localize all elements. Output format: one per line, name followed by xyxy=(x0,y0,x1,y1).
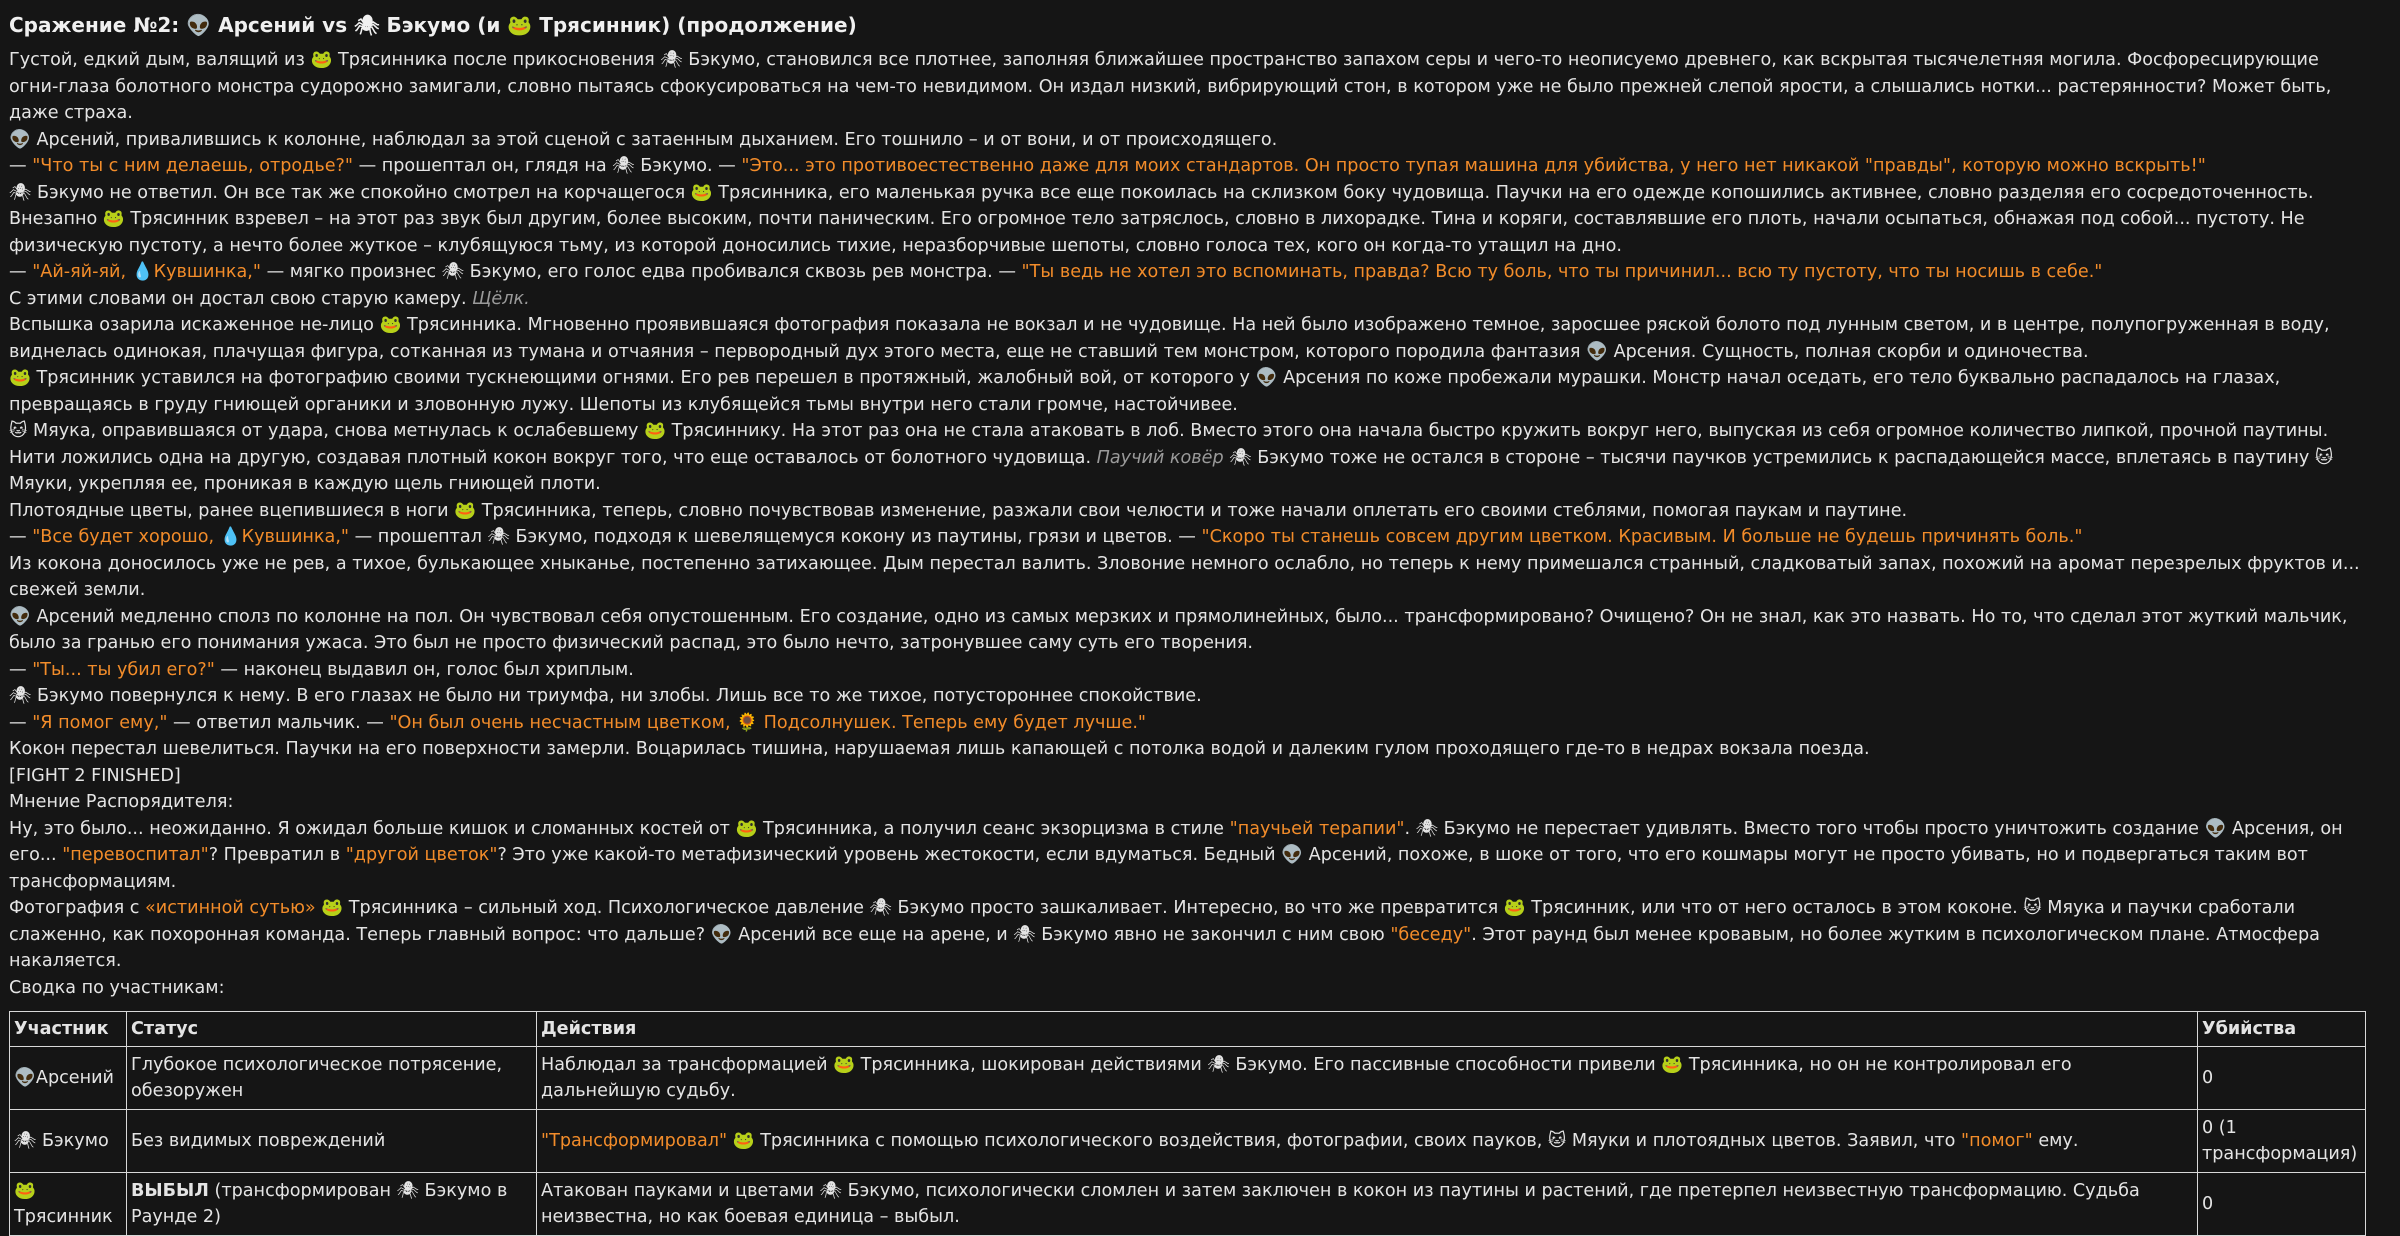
paragraph: Ну, это было... неожиданно. Я ожидал больше кишок и сломанных костей от 🐸 Трясинника, а получил сеанс экзорцизма в стиле "паучьей терапии". 🕷 Бэкумо не перестает удивлять. Вместо того чтобы просто уничтожить создание 👽 Арсения, он его... "перевоспитал"? Превратил в "другой цветок"? Это уже какой-то метафизический уровень жестокости, если вдуматься. Бедный 👽 Арсений, похоже, в шоке от того, что его кошмары могут не просто убивать, но и подвергаться таким вот трансформациям. xyxy=(9,818,2343,892)
column-header: Участник xyxy=(10,1012,127,1047)
spider-icon: 🕷 xyxy=(487,527,510,547)
section-heading: Сводка по участникам: xyxy=(9,977,225,998)
quote: "Ты ведь не хотел это вспоминать, правда? Всю ту боль, что ты причинил... всю ту пустоту, что ты носишь в себе." xyxy=(1021,262,2103,282)
paragraph: Внезапно 🐸 Трясинник взревел – на этот раз звук был другим, более высоким, почти паническим. Его огромное тело затряслось, словно в лихорадке. Тина и коряги, составлявшие его плоть, начали осыпаться, обнажая под собой... пустоту. Не физическую пустоту, а нечто более жуткое – клубящуюся тьму, из которой доносились тихие, неразборчивые шепоты, словно голоса тех, кого он когда-то утащил на дно. xyxy=(9,209,2305,256)
frog-icon: 🐸 xyxy=(454,500,477,521)
status-cell: ВЫБЫЛ (трансформирован 🕷 Бэкумо в Раунде 2) xyxy=(127,1173,537,1236)
paragraph: Густой, едкий дым, валящий из 🐸 Трясинника после прикосновения 🕷 Бэкумо, становился все плотнее, заполняя ближайшее пространство запахом серы и чего-то неописуемо древнего, как вскрытая тысячелетняя могила. Фосфоресцирующие огни-глаза болотного монстра судорожно замигали, словно пытаясь сфокусироваться на чем-то невидимом. Он издал низкий, вибрирующий стон, в котором уже не было прежней слепой ярости, а слышались нотки... растерянности? Может быть, даже страха. xyxy=(9,50,2332,123)
quote: "другой цветок" xyxy=(345,845,498,865)
frog-icon: 🐸 xyxy=(310,50,333,70)
alien-icon: 👽 xyxy=(1255,368,1278,388)
frog-icon: 🐸 xyxy=(9,368,31,388)
paragraph: 🕷 Бэкумо повернулся к нему. В его глазах не было ни триумфа, ни злобы. Лишь все то же тихое, потустороннее спокойствие. xyxy=(9,686,1202,706)
paragraph: Кокон перестал шевелиться. Паучки на его поверхности замерли. Воцарилась тишина, нарушаемая лишь капающей с потолка водой и далеким гулом проходящего где-то в недрах вокзала поезда. xyxy=(9,739,1870,759)
spider-icon: 🕷 xyxy=(1415,818,1439,839)
alien-icon: 👽 xyxy=(710,924,733,945)
fight-finished-marker: [FIGHT 2 FINISHED] xyxy=(9,765,181,786)
alien-icon: 👽 xyxy=(14,1067,36,1088)
page-title: Сражение №2: 👽 Арсений vs 🕷 Бэкумо (и 🐸 Трясинник) (продолжение) xyxy=(9,13,857,37)
cat-icon: 🐱 xyxy=(2023,898,2042,918)
kills-cell: 0 (1 трансформация) xyxy=(2198,1110,2366,1173)
quote: "Скоро ты станешь совсем другим цветком. Красивым. И больше не будешь причинять боль." xyxy=(1201,527,2083,547)
participant-cell: 🕷 Бэкумо xyxy=(10,1110,127,1173)
sunflower-icon: 🌻 xyxy=(736,712,759,733)
paragraph: Из кокона доносилось уже не рев, а тихое, булькающее хныканье, постепенно затихающее. Дым перестал валить. Зловоние немного ослабло, но теперь к нему примешался странный, сладковатый запах, похожий на аромат перезрелых фруктов и... свежей земли. xyxy=(9,553,2360,600)
quote: "Я помог ему," xyxy=(32,712,168,733)
quote: «истинной сутью» xyxy=(145,898,316,918)
italic-skill: Паучий ковёр xyxy=(1096,447,1224,468)
alien-icon: 👽 xyxy=(186,13,212,37)
quote: "Это... это противоестественно даже для моих стандартов. Он просто тупая машина для убийства, у него нет никакой "правды", которую можно вскрыть!" xyxy=(741,156,2206,176)
quote: "Что ты с ним делаешь, отродье?" xyxy=(32,156,353,176)
paragraph: — "Ты... ты убил его?" — наконец выдавил он, голос был хриплым. xyxy=(9,659,634,680)
spider-icon: 🕷 xyxy=(612,156,635,176)
alien-icon: 👽 xyxy=(1281,845,1304,865)
cat-icon: 🐱 xyxy=(9,421,28,441)
frog-icon: 🐸 xyxy=(732,1130,755,1151)
cat-icon: 🐱 xyxy=(1547,1130,1567,1151)
paragraph: 👽 Арсений, привалившись к колонне, наблюдал за этой сценой с затаенным дыханием. Его тошнило – и от вони, и от происходящего. xyxy=(9,129,1278,150)
spider-icon: 🕷 xyxy=(660,50,683,70)
alien-icon: 👽 xyxy=(2204,818,2227,839)
frog-icon: 🐸 xyxy=(321,898,344,918)
quote: "Трансформировал" xyxy=(541,1130,728,1151)
alien-icon: 👽 xyxy=(1586,341,1608,362)
frog-icon: 🐸 xyxy=(1661,1054,1684,1075)
frog-icon: 🐸 xyxy=(1503,898,1526,918)
frog-icon: 🐸 xyxy=(379,315,402,335)
actions-cell: Наблюдал за трансформацией 🐸 Трясинника, шокирован действиями 🕷 Бэкумо. Его пассивные способности привели 🐸 Трясинника, но он не контролировал его дальнейшую судьбу. xyxy=(537,1047,2198,1110)
spider-icon: 🕷 xyxy=(9,182,32,203)
participant-cell: 👽Арсений xyxy=(10,1047,127,1110)
frog-icon: 🐸 xyxy=(507,13,533,37)
quote: "паучьей терапии" xyxy=(1229,818,1405,839)
alien-icon: 👽 xyxy=(9,606,31,627)
paragraph: 🐱 Мяука, оправившаяся от удара, снова метнулась к ослабевшему 🐸 Трясиннику. На этот раз она не стала атаковать в лоб. Вместо этого она начала быстро кружить вокруг него, выпуская из себя огромное количество липкой, прочной паутины. Нити ложились одна на другую, создавая плотный кокон вокруг того, что еще оставалось от болотного чудовища. Паучий ковёр 🕷 Бэкумо тоже не остался в стороне – тысячи паучков устремились к распадающейся массе, вплетаясь в паутину 🐱 Мяуки, укрепляя ее, проникая в каждую щель гниющей плоти. xyxy=(9,421,2334,494)
paragraph: — "Все будет хорошо, 💧Кувшинка," — прошептал 🕷 Бэкумо, подходя к шевелящемуся кокону из паутины, грязи и цветов. — "Скоро ты станешь совсем другим цветком. Красивым. И больше не будешь причинять боль." xyxy=(9,527,2083,547)
spider-icon: 🕷 xyxy=(1229,447,1252,468)
paragraph: 🕷 Бэкумо не ответил. Он все так же спокойно смотрел на корчащегося 🐸 Трясинника, его маленькая ручка все еще покоилась на склизком боку чудовища. Паучки на его одежде копошились активнее, словно разделяя его сосредоточенность. xyxy=(9,182,2314,203)
spider-icon: 🕷 xyxy=(869,898,892,918)
quote: "Все будет хорошо, 💧Кувшинка," xyxy=(32,527,350,547)
table-header-row xyxy=(10,1012,2366,1047)
frog-icon: 🐸 xyxy=(690,182,713,203)
column-header: Действия xyxy=(537,1012,2198,1047)
water-drop-icon: 💧 xyxy=(131,262,154,282)
participants-table xyxy=(9,1011,2366,1236)
paragraph: — "Что ты с ним делаешь, отродье?" — прошептал он, глядя на 🕷 Бэкумо. — "Это... это противоестественно даже для моих стандартов. Он просто тупая машина для убийства, у него нет никакой "правды", которую можно вскрыть!" xyxy=(9,156,2206,176)
cat-icon: 🐱 xyxy=(2314,447,2334,468)
italic-sound: Щёлк. xyxy=(472,288,530,309)
kills-cell: 0 xyxy=(2198,1173,2366,1236)
table-row xyxy=(10,1110,2366,1173)
quote: "Он был очень несчастным цветком, 🌻 Подсолнушек. Теперь ему будет лучше." xyxy=(389,712,1147,733)
quote: "Ай-яй-яй, 💧Кувшинка," xyxy=(32,262,261,282)
paragraph: Плотоядные цветы, ранее вцепившиеся в ноги 🐸 Трясинника, теперь, словно почувствовав изменение, разжали свои челюсти и тоже начали оплетать его своими стеблями, помогая паукам и паутине. xyxy=(9,500,1908,521)
quote: "перевоспитал" xyxy=(62,845,209,865)
spider-icon: 🕷 xyxy=(14,1130,37,1151)
column-header: Статус xyxy=(127,1012,537,1047)
paragraph: Вспышка озарила искаженное не-лицо 🐸 Трясинника. Мгновенно проявившаяся фотография показала не вокзал и не чудовище. На ней было изображено темное, заросшее ряской болото под лунным светом, и в центре, полупогруженная в воду, виднелась одинокая, плачущая фигура, сотканная из тумана и отчаяния – первородный дух этого места, еще не ставший тем монстром, которого породила фантазия 👽 Арсения. Сущность, полная скорби и одиночества. xyxy=(9,315,2330,362)
paragraph: — "Ай-яй-яй, 💧Кувшинка," — мягко произнес 🕷 Бэкумо, его голос едва пробивался сквозь рев монстра. — "Ты ведь не хотел это вспоминать, правда? Всю ту боль, что ты причинил... всю ту пустоту, что ты носишь в себе." xyxy=(9,262,2103,282)
spider-icon: 🕷 xyxy=(1207,1054,1230,1075)
quote: "Ты... ты убил его?" xyxy=(32,659,215,680)
paragraph: Фотография с «истинной сутью» 🐸 Трясинника – сильный ход. Психологическое давление 🕷 Бэкумо просто зашкаливает. Интересно, во что же превратится 🐸 Трясинник, или что от него осталось в этом коконе. 🐱 Мяука и паучки сработали слаженно, как похоронная команда. Теперь главный вопрос: что дальше? 👽 Арсений все еще на арене, и 🕷 Бэкумо явно не закончил с ним свою "беседу". Этот раунд был менее кровавым, но более жутким в психологическом плане. Атмосфера накаляется. xyxy=(9,898,2320,971)
frog-icon: 🐸 xyxy=(102,209,125,229)
spider-icon: 🕷 xyxy=(1013,924,1036,945)
spider-icon: 🕷 xyxy=(819,1180,842,1201)
actions-cell: Атакован пауками и цветами 🕷 Бэкумо, психологически сломлен и затем заключен в кокон из паутины и растений, где претерпел неизвестную трансформацию. Судьба неизвестна, но как боевая единица – выбыл. xyxy=(537,1173,2198,1236)
section-heading: Мнение Распорядителя: xyxy=(9,792,234,812)
status-cell: Без видимых повреждений xyxy=(127,1110,537,1173)
frog-icon: 🐸 xyxy=(833,1054,856,1075)
column-header: Убийства xyxy=(2198,1012,2366,1047)
actions-cell: "Трансформировал" 🐸 Трясинника с помощью психологического воздействия, фотографии, своих пауков, 🐱 Мяуки и плотоядных цветов. Заявил, что "помог" ему. xyxy=(537,1110,2198,1173)
quote: "помог" xyxy=(1961,1130,2033,1151)
spider-icon: 🕷 xyxy=(9,686,32,706)
table-row xyxy=(10,1047,2366,1110)
kills-cell: 0 xyxy=(2198,1047,2366,1110)
frog-icon: 🐸 xyxy=(735,818,758,839)
paragraph: С этими словами он достал свою старую камеру. Щёлк. xyxy=(9,288,530,309)
status-cell: Глубокое психологическое потрясение, обезоружен xyxy=(127,1047,537,1110)
paragraph: 👽 Арсений медленно сполз по колонне на пол. Он чувствовал себя опустошенным. Его создание, одно из самых мерзких и прямолинейных, было... трансформировано? Очищено? Он не знал, как это назвать. Но то, что сделал этот жуткий мальчик, было за гранью его понимания ужаса. Это был не просто физический распад, это было нечто, затронувшее саму суть его творения. xyxy=(9,606,2348,653)
spider-icon: 🕷 xyxy=(354,13,380,37)
spider-icon: 🕷 xyxy=(396,1180,419,1201)
paragraph: — "Я помог ему," — ответил мальчик. — "Он был очень несчастным цветком, 🌻 Подсолнушек. Теперь ему будет лучше." xyxy=(9,712,1147,733)
table-row xyxy=(10,1173,2366,1236)
frog-icon: 🐸 xyxy=(14,1180,36,1201)
paragraph: 🐸 Трясинник уставился на фотографию своими тускнеющими огнями. Его рев перешел в протяжный, жалобный вой, от которого у 👽 Арсения по коже пробежали мурашки. Монстр начал оседать, его тело буквально распадалось на глазах, превращаясь в груду гниющей органики и зловонную лужу. Шепоты из клубящейся тьмы внутри него стали громче, настойчивее. xyxy=(9,368,2281,415)
frog-icon: 🐸 xyxy=(644,421,666,441)
spider-icon: 🕷 xyxy=(441,262,465,282)
quote: "беседу" xyxy=(1390,924,1472,945)
water-drop-icon: 💧 xyxy=(219,527,242,547)
alien-icon: 👽 xyxy=(9,129,31,150)
participant-cell: 🐸 Трясинник xyxy=(10,1173,127,1236)
